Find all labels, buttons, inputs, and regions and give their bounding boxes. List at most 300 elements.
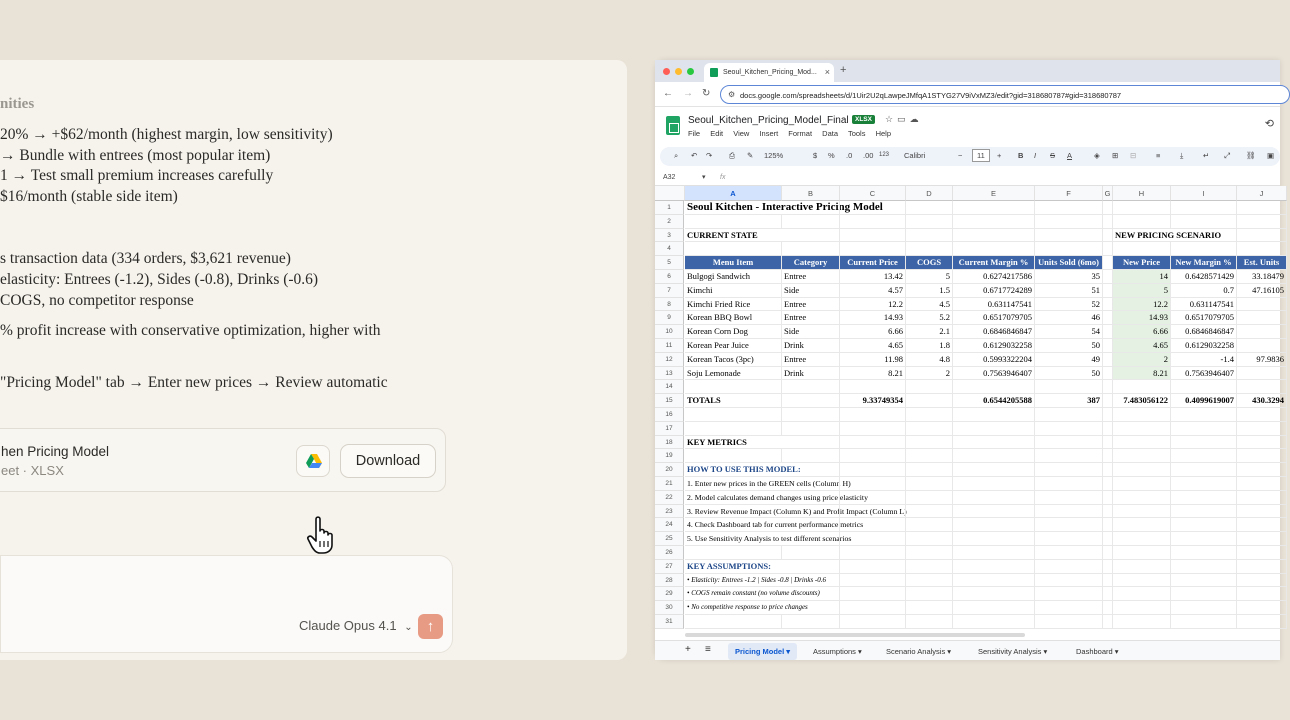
- row-header[interactable]: 8: [655, 298, 684, 312]
- cell-H4[interactable]: [1113, 242, 1171, 256]
- row-header[interactable]: 5: [655, 256, 684, 270]
- cell-B3[interactable]: [782, 229, 840, 243]
- cell-A6[interactable]: Bulgogi Sandwich: [685, 270, 782, 284]
- paint-format-icon[interactable]: ✎: [747, 151, 754, 160]
- cell-F28[interactable]: [1035, 574, 1103, 588]
- cell-A16[interactable]: [685, 408, 782, 422]
- cell-G2[interactable]: [1103, 215, 1113, 229]
- bold-button[interactable]: B: [1018, 151, 1024, 160]
- cell-B17[interactable]: [782, 422, 840, 436]
- cell-F6[interactable]: 35: [1035, 270, 1103, 284]
- cell-G27[interactable]: [1103, 560, 1113, 574]
- close-window-dot[interactable]: [663, 68, 670, 75]
- cell-A13[interactable]: Soju Lemonade: [685, 367, 782, 381]
- cell-H17[interactable]: [1113, 422, 1171, 436]
- cell-I29[interactable]: [1171, 587, 1237, 601]
- cell-D11[interactable]: 1.8: [906, 339, 953, 353]
- row-header[interactable]: 30: [655, 601, 684, 615]
- cell-A22[interactable]: 2. Model calculates demand changes using price elasticity: [685, 491, 782, 505]
- cell-D24[interactable]: [906, 518, 953, 532]
- cell-E7[interactable]: 0.6717724289: [953, 284, 1035, 298]
- cell-F20[interactable]: [1035, 463, 1103, 477]
- cell-F4[interactable]: [1035, 242, 1103, 256]
- cell-D23[interactable]: [906, 505, 953, 519]
- cell-I19[interactable]: [1171, 449, 1237, 463]
- row-header[interactable]: 10: [655, 325, 684, 339]
- cell-D6[interactable]: 5: [906, 270, 953, 284]
- cell-A24[interactable]: 4. Check Dashboard tab for current performance metrics: [685, 518, 782, 532]
- row-header[interactable]: 21: [655, 477, 684, 491]
- cell-H13[interactable]: 8.21: [1113, 367, 1171, 381]
- cell-H7[interactable]: 5: [1113, 284, 1171, 298]
- cell-C20[interactable]: [840, 463, 906, 477]
- cell-I24[interactable]: [1171, 518, 1237, 532]
- cell-I9[interactable]: 0.6517079705: [1171, 311, 1237, 325]
- menu-data[interactable]: Data: [822, 129, 838, 138]
- cell-H28[interactable]: [1113, 574, 1171, 588]
- cell-H31[interactable]: [1113, 615, 1171, 629]
- cell-F16[interactable]: [1035, 408, 1103, 422]
- cell-D4[interactable]: [906, 242, 953, 256]
- cell-F17[interactable]: [1035, 422, 1103, 436]
- column-header[interactable]: J: [1237, 186, 1287, 201]
- column-header[interactable]: F: [1035, 186, 1103, 201]
- row-header[interactable]: 14: [655, 380, 684, 394]
- cell-E1[interactable]: [953, 201, 1035, 215]
- cell-D28[interactable]: [906, 574, 953, 588]
- cell-C11[interactable]: 4.65: [840, 339, 906, 353]
- cell-D10[interactable]: 2.1: [906, 325, 953, 339]
- cell-G21[interactable]: [1103, 477, 1113, 491]
- cell-F30[interactable]: [1035, 601, 1103, 615]
- cell-E24[interactable]: [953, 518, 1035, 532]
- cell-I6[interactable]: 0.6428571429: [1171, 270, 1237, 284]
- decrease-decimal-button[interactable]: .0: [846, 151, 853, 160]
- cell-F13[interactable]: 50: [1035, 367, 1103, 381]
- cell-D20[interactable]: [906, 463, 953, 477]
- cell-A21[interactable]: 1. Enter new prices in the GREEN cells (Column H): [685, 477, 782, 491]
- cell-J26[interactable]: [1237, 546, 1287, 560]
- cell-A5[interactable]: Menu Item: [685, 256, 782, 270]
- text-wrap-icon[interactable]: ↵: [1203, 151, 1210, 160]
- column-header[interactable]: B: [782, 186, 840, 201]
- cell-A27[interactable]: KEY ASSUMPTIONS:: [685, 560, 782, 574]
- cell-G19[interactable]: [1103, 449, 1113, 463]
- model-selector[interactable]: [299, 618, 413, 633]
- cell-J15[interactable]: 430.3294: [1237, 394, 1287, 408]
- cell-A2[interactable]: [685, 215, 782, 229]
- cell-J20[interactable]: [1237, 463, 1287, 477]
- cell-D1[interactable]: [906, 201, 953, 215]
- cell-J25[interactable]: [1237, 532, 1287, 546]
- cell-A18[interactable]: KEY METRICS: [685, 436, 782, 450]
- cell-E26[interactable]: [953, 546, 1035, 560]
- cell-G22[interactable]: [1103, 491, 1113, 505]
- row-header[interactable]: 3: [655, 229, 684, 243]
- cell-D5[interactable]: COGS: [906, 256, 953, 270]
- cell-B4[interactable]: [782, 242, 840, 256]
- cell-C26[interactable]: [840, 546, 906, 560]
- cell-A28[interactable]: • Elasticity: Entrees -1.2 | Sides -0.8 | Drinks -0.6: [685, 574, 782, 588]
- cell-A20[interactable]: HOW TO USE THIS MODEL:: [685, 463, 782, 477]
- column-header[interactable]: G: [1103, 186, 1113, 201]
- cell-E29[interactable]: [953, 587, 1035, 601]
- cell-F29[interactable]: [1035, 587, 1103, 601]
- number-format-button[interactable]: 123: [879, 152, 890, 158]
- version-history-icon[interactable]: ⟲: [1264, 118, 1274, 130]
- cell-H11[interactable]: 4.65: [1113, 339, 1171, 353]
- cell-I30[interactable]: [1171, 601, 1237, 615]
- cell-I11[interactable]: 0.6129032258: [1171, 339, 1237, 353]
- cell-F12[interactable]: 49: [1035, 353, 1103, 367]
- insert-link-icon[interactable]: ⛓: [1246, 151, 1256, 160]
- cell-H22[interactable]: [1113, 491, 1171, 505]
- cell-B18[interactable]: [782, 436, 840, 450]
- cell-H29[interactable]: [1113, 587, 1171, 601]
- cell-H20[interactable]: [1113, 463, 1171, 477]
- cell-B10[interactable]: Side: [782, 325, 840, 339]
- cell-E14[interactable]: [953, 380, 1035, 394]
- redo-icon[interactable]: ↷: [706, 151, 713, 160]
- cell-I23[interactable]: [1171, 505, 1237, 519]
- cell-I22[interactable]: [1171, 491, 1237, 505]
- cell-E6[interactable]: 0.6274217586: [953, 270, 1035, 284]
- cell-J13[interactable]: [1237, 367, 1287, 381]
- cell-B22[interactable]: [782, 491, 840, 505]
- cell-H26[interactable]: [1113, 546, 1171, 560]
- cell-H6[interactable]: 14: [1113, 270, 1171, 284]
- cell-A4[interactable]: [685, 242, 782, 256]
- cell-C21[interactable]: [840, 477, 906, 491]
- cell-F23[interactable]: [1035, 505, 1103, 519]
- cell-B9[interactable]: Entree: [782, 311, 840, 325]
- zoom-select[interactable]: 125%: [764, 151, 784, 160]
- cell-D3[interactable]: [906, 229, 953, 243]
- cell-E16[interactable]: [953, 408, 1035, 422]
- cell-C17[interactable]: [840, 422, 906, 436]
- cell-I8[interactable]: 0.631147541: [1171, 298, 1237, 312]
- cell-A29[interactable]: • COGS remain constant (no volume discounts): [685, 587, 782, 601]
- cell-B24[interactable]: [782, 518, 840, 532]
- row-header[interactable]: 9: [655, 311, 684, 325]
- cell-G16[interactable]: [1103, 408, 1113, 422]
- cell-E15[interactable]: 0.6544205588: [953, 394, 1035, 408]
- cell-C23[interactable]: [840, 505, 906, 519]
- row-header[interactable]: 2: [655, 215, 684, 229]
- horizontal-align-icon[interactable]: ≡: [1156, 151, 1161, 160]
- column-header[interactable]: D: [906, 186, 953, 201]
- close-tab-icon[interactable]: ×: [824, 67, 830, 77]
- cell-B5[interactable]: Category: [782, 256, 840, 270]
- cell-C18[interactable]: [840, 436, 906, 450]
- send-button[interactable]: [418, 614, 443, 639]
- row-header[interactable]: 11: [655, 339, 684, 353]
- cell-F9[interactable]: 46: [1035, 311, 1103, 325]
- cell-B19[interactable]: [782, 449, 840, 463]
- cell-I27[interactable]: [1171, 560, 1237, 574]
- cell-F18[interactable]: [1035, 436, 1103, 450]
- cell-I16[interactable]: [1171, 408, 1237, 422]
- cell-B23[interactable]: [782, 505, 840, 519]
- message-input-box[interactable]: [0, 555, 453, 653]
- cell-F22[interactable]: [1035, 491, 1103, 505]
- cell-J11[interactable]: [1237, 339, 1287, 353]
- cell-F10[interactable]: 54: [1035, 325, 1103, 339]
- cell-J19[interactable]: [1237, 449, 1287, 463]
- cell-C25[interactable]: [840, 532, 906, 546]
- cell-G5[interactable]: [1103, 256, 1113, 270]
- row-header[interactable]: 6: [655, 270, 684, 284]
- cell-F7[interactable]: 51: [1035, 284, 1103, 298]
- cell-B7[interactable]: Side: [782, 284, 840, 298]
- cell-G14[interactable]: [1103, 380, 1113, 394]
- cell-D25[interactable]: [906, 532, 953, 546]
- row-header[interactable]: 20: [655, 463, 684, 477]
- cell-G4[interactable]: [1103, 242, 1113, 256]
- cell-I5[interactable]: New Margin %: [1171, 256, 1237, 270]
- cell-G24[interactable]: [1103, 518, 1113, 532]
- cell-H16[interactable]: [1113, 408, 1171, 422]
- cell-I18[interactable]: [1171, 436, 1237, 450]
- cell-B31[interactable]: [782, 615, 840, 629]
- row-header[interactable]: 13: [655, 367, 684, 381]
- document-title[interactable]: Seoul_Kitchen_Pricing_Model_Final: [688, 115, 849, 126]
- cell-C27[interactable]: [840, 560, 906, 574]
- cell-J27[interactable]: [1237, 560, 1287, 574]
- cell-B21[interactable]: [782, 477, 840, 491]
- google-sheets-logo-icon[interactable]: [666, 116, 680, 135]
- cell-A1[interactable]: Seoul Kitchen - Interactive Pricing Model: [687, 201, 883, 213]
- cell-B28[interactable]: [782, 574, 840, 588]
- row-header[interactable]: 29: [655, 587, 684, 601]
- cell-A30[interactable]: • No competitive response to price changes: [685, 601, 782, 615]
- row-header[interactable]: 12: [655, 353, 684, 367]
- cell-A19[interactable]: [685, 449, 782, 463]
- cell-I28[interactable]: [1171, 574, 1237, 588]
- cell-I7[interactable]: 0.7: [1171, 284, 1237, 298]
- row-header[interactable]: 16: [655, 408, 684, 422]
- new-tab-icon[interactable]: +: [840, 64, 847, 76]
- cell-B26[interactable]: [782, 546, 840, 560]
- cell-F14[interactable]: [1035, 380, 1103, 394]
- zoom-window-dot[interactable]: [687, 68, 694, 75]
- cell-F19[interactable]: [1035, 449, 1103, 463]
- menu-view[interactable]: View: [733, 129, 750, 138]
- horizontal-scrollbar[interactable]: [685, 633, 1025, 637]
- strikethrough-button[interactable]: S: [1050, 151, 1056, 160]
- cell-C29[interactable]: [840, 587, 906, 601]
- cell-B11[interactable]: Drink: [782, 339, 840, 353]
- cell-C1[interactable]: [840, 201, 906, 215]
- row-header[interactable]: 22: [655, 491, 684, 505]
- cell-G7[interactable]: [1103, 284, 1113, 298]
- cell-D8[interactable]: 4.5: [906, 298, 953, 312]
- cell-H30[interactable]: [1113, 601, 1171, 615]
- cell-J24[interactable]: [1237, 518, 1287, 532]
- back-arrow-icon[interactable]: ←: [663, 88, 673, 99]
- cell-A14[interactable]: [685, 380, 782, 394]
- cell-A12[interactable]: Korean Tacos (3pc): [685, 353, 782, 367]
- open-in-drive-button[interactable]: [296, 445, 330, 477]
- cell-B16[interactable]: [782, 408, 840, 422]
- cell-G26[interactable]: [1103, 546, 1113, 560]
- cell-G20[interactable]: [1103, 463, 1113, 477]
- row-header[interactable]: 27: [655, 560, 684, 574]
- row-header[interactable]: 4: [655, 242, 684, 256]
- cell-J18[interactable]: [1237, 436, 1287, 450]
- move-folder-icon[interactable]: ▭: [897, 114, 910, 124]
- cell-A17[interactable]: [685, 422, 782, 436]
- cell-H3[interactable]: NEW PRICING SCENARIO: [1113, 229, 1171, 243]
- cell-G8[interactable]: [1103, 298, 1113, 312]
- cell-G30[interactable]: [1103, 601, 1113, 615]
- chevron-down-icon[interactable]: ▾: [702, 174, 706, 181]
- column-header[interactable]: I: [1171, 186, 1237, 201]
- borders-icon[interactable]: ⊞: [1112, 151, 1119, 160]
- cell-G23[interactable]: [1103, 505, 1113, 519]
- cell-H24[interactable]: [1113, 518, 1171, 532]
- cell-B30[interactable]: [782, 601, 840, 615]
- file-attachment-card[interactable]: [0, 428, 446, 492]
- cell-F1[interactable]: [1035, 201, 1103, 215]
- cell-H10[interactable]: 6.66: [1113, 325, 1171, 339]
- fill-color-icon[interactable]: ◈: [1094, 151, 1100, 160]
- cell-J14[interactable]: [1237, 380, 1287, 394]
- cell-H18[interactable]: [1113, 436, 1171, 450]
- row-header[interactable]: 28: [655, 574, 684, 588]
- cell-C3[interactable]: [840, 229, 906, 243]
- cell-H19[interactable]: [1113, 449, 1171, 463]
- spreadsheet-grid[interactable]: [655, 186, 1284, 632]
- cell-E5[interactable]: Current Margin %: [953, 256, 1035, 270]
- cell-D2[interactable]: [906, 215, 953, 229]
- cell-A3[interactable]: CURRENT STATE: [685, 229, 782, 243]
- cell-C9[interactable]: 14.93: [840, 311, 906, 325]
- row-header[interactable]: 31: [655, 615, 684, 629]
- cell-G11[interactable]: [1103, 339, 1113, 353]
- cell-I2[interactable]: [1171, 215, 1237, 229]
- cell-F31[interactable]: [1035, 615, 1103, 629]
- cell-G31[interactable]: [1103, 615, 1113, 629]
- cell-H23[interactable]: [1113, 505, 1171, 519]
- cell-D9[interactable]: 5.2: [906, 311, 953, 325]
- cell-A23[interactable]: 3. Review Revenue Impact (Column K) and Profit Impact (Column L): [685, 505, 782, 519]
- cell-C5[interactable]: Current Price: [840, 256, 906, 270]
- menu-tools[interactable]: Tools: [847, 129, 866, 138]
- browser-tab[interactable]: [704, 63, 834, 82]
- cell-E17[interactable]: [953, 422, 1035, 436]
- cell-D15[interactable]: [906, 394, 953, 408]
- menu-help[interactable]: Help: [875, 129, 891, 138]
- cell-A11[interactable]: Korean Pear Juice: [685, 339, 782, 353]
- cell-A15[interactable]: TOTALS: [685, 394, 782, 408]
- cell-F11[interactable]: 50: [1035, 339, 1103, 353]
- menu-insert[interactable]: Insert: [759, 129, 779, 138]
- cell-J4[interactable]: [1237, 242, 1287, 256]
- cell-A7[interactable]: Kimchi: [685, 284, 782, 298]
- cell-I3[interactable]: [1171, 229, 1237, 243]
- cell-I31[interactable]: [1171, 615, 1237, 629]
- cell-C30[interactable]: [840, 601, 906, 615]
- cell-D12[interactable]: 4.8: [906, 353, 953, 367]
- row-header[interactable]: 19: [655, 449, 684, 463]
- menu-edit[interactable]: Edit: [710, 129, 724, 138]
- cell-D31[interactable]: [906, 615, 953, 629]
- cell-E25[interactable]: [953, 532, 1035, 546]
- cell-C2[interactable]: [840, 215, 906, 229]
- cell-A10[interactable]: Korean Corn Dog: [685, 325, 782, 339]
- cell-I12[interactable]: -1.4: [1171, 353, 1237, 367]
- row-header[interactable]: 15: [655, 394, 684, 408]
- cell-E3[interactable]: [953, 229, 1035, 243]
- cell-G6[interactable]: [1103, 270, 1113, 284]
- cell-J17[interactable]: [1237, 422, 1287, 436]
- cell-B25[interactable]: [782, 532, 840, 546]
- percent-format-button[interactable]: %: [828, 151, 835, 160]
- cell-H12[interactable]: 2: [1113, 353, 1171, 367]
- cell-I1[interactable]: [1171, 201, 1237, 215]
- text-rotation-icon[interactable]: ⤢: [1224, 151, 1230, 160]
- add-sheet-icon[interactable]: +: [685, 644, 691, 655]
- column-header[interactable]: C: [840, 186, 906, 201]
- font-family-select[interactable]: Calibri: [904, 151, 926, 160]
- cell-H2[interactable]: [1113, 215, 1171, 229]
- cell-E23[interactable]: [953, 505, 1035, 519]
- cell-A26[interactable]: [685, 546, 782, 560]
- row-header[interactable]: 23: [655, 505, 684, 519]
- cell-E4[interactable]: [953, 242, 1035, 256]
- cell-E28[interactable]: [953, 574, 1035, 588]
- cell-I20[interactable]: [1171, 463, 1237, 477]
- cell-J30[interactable]: [1237, 601, 1287, 615]
- cell-B27[interactable]: [782, 560, 840, 574]
- cell-H1[interactable]: [1113, 201, 1171, 215]
- cell-B14[interactable]: [782, 380, 840, 394]
- tab-scenario-analysis[interactable]: Scenario Analysis ▾: [886, 647, 952, 656]
- cell-G9[interactable]: [1103, 311, 1113, 325]
- cell-J7[interactable]: 47.16105: [1237, 284, 1287, 298]
- row-header[interactable]: 25: [655, 532, 684, 546]
- cell-H25[interactable]: [1113, 532, 1171, 546]
- row-header[interactable]: 1: [655, 201, 684, 215]
- cell-D22[interactable]: [906, 491, 953, 505]
- cell-E9[interactable]: 0.6517079705: [953, 311, 1035, 325]
- menu-file[interactable]: File: [688, 129, 701, 138]
- cell-B20[interactable]: [782, 463, 840, 477]
- cell-C8[interactable]: 12.2: [840, 298, 906, 312]
- cell-J16[interactable]: [1237, 408, 1287, 422]
- cell-G12[interactable]: [1103, 353, 1113, 367]
- cell-D27[interactable]: [906, 560, 953, 574]
- cell-C6[interactable]: 13.42: [840, 270, 906, 284]
- cell-J29[interactable]: [1237, 587, 1287, 601]
- cell-G3[interactable]: [1103, 229, 1113, 243]
- cell-G13[interactable]: [1103, 367, 1113, 381]
- cell-A9[interactable]: Korean BBQ Bowl: [685, 311, 782, 325]
- cell-J1[interactable]: [1237, 201, 1287, 215]
- search-menus-icon[interactable]: ⌕: [674, 151, 679, 160]
- cell-B1[interactable]: [782, 201, 840, 215]
- cell-C28[interactable]: [840, 574, 906, 588]
- increase-decimal-button[interactable]: .00: [863, 151, 874, 160]
- cell-I4[interactable]: [1171, 242, 1237, 256]
- decrease-font-size-icon[interactable]: −: [958, 151, 963, 160]
- cell-E13[interactable]: 0.7563946407: [953, 367, 1035, 381]
- cell-J22[interactable]: [1237, 491, 1287, 505]
- undo-icon[interactable]: ↶: [691, 151, 698, 160]
- cell-I10[interactable]: 0.6846846847: [1171, 325, 1237, 339]
- cell-D18[interactable]: [906, 436, 953, 450]
